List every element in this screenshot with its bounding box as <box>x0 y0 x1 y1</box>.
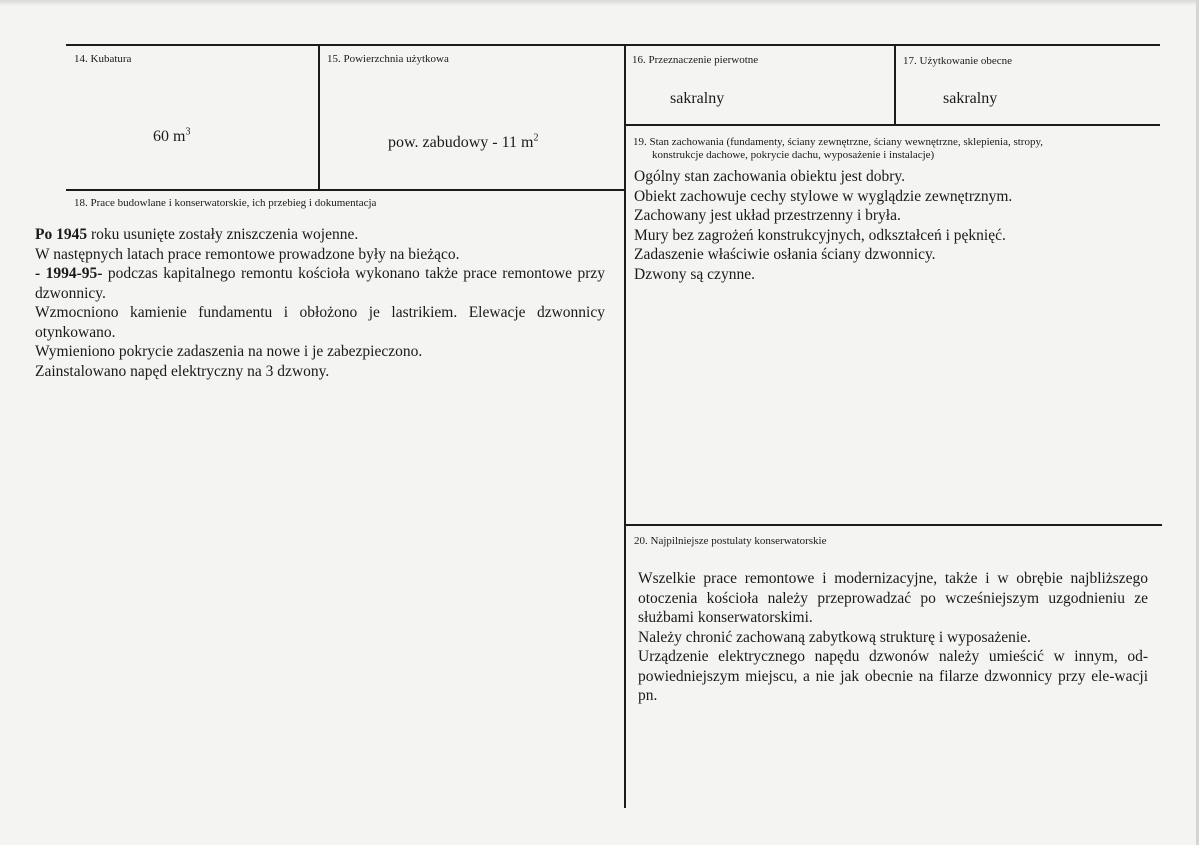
works-line-3-date: - 1994-95- <box>35 265 103 282</box>
section-14-label: 14. Kubatura <box>74 53 132 65</box>
rule-above-20 <box>624 524 1162 526</box>
section-20-label: 20. Najpilniejsze postulaty konserwatorskie <box>634 535 827 547</box>
section-20-body <box>638 569 1148 706</box>
condition-line: Zachowany jest układ przestrzenny i bryła. <box>634 207 901 224</box>
section-15-value <box>388 134 538 152</box>
section-17-value: sakralny <box>943 90 998 107</box>
works-line-3 <box>35 264 605 303</box>
condition-line: Zadaszenie właściwie osłania ściany dzwonnicy. <box>634 246 936 263</box>
center-divider <box>624 44 626 808</box>
section-17-label: 17. Użytkowanie obecne <box>903 55 1013 67</box>
section-16-label: 16. Przeznaczenie pierwotne <box>632 54 759 66</box>
condition-line: Obiekt zachowuje cechy stylowe w wyglądzie zewnętrznym. <box>634 187 1013 205</box>
works-line-4: Wzmocniono kamienie fundamentu i obłożono je lastrikiem. Elewacje dzwonnicy otynkowano. <box>35 304 605 341</box>
works-line-3-text: podczas kapitalnego remontu kościoła wykonano także prace remontowe przy dzwonnicy. <box>35 265 605 302</box>
section-16-value: sakralny <box>670 90 725 107</box>
divider-14-15 <box>318 44 320 190</box>
area-value: pow. zabudowy - 11 m <box>388 134 534 151</box>
section-18-label: 18. Prace budowlane i konserwatorskie, ich przebieg i dokumentacja <box>74 197 377 209</box>
section-19-label-line-1: 19. Stan zachowania (fundamenty, ściany zewnętrzne, ściany wewnętrzne, sklepienia, stropy, <box>633 136 1044 148</box>
works-line-1-date: Po 1945 <box>35 226 88 243</box>
scan-top-edge <box>0 0 1199 6</box>
works-line-1-text: roku usunięte zostały zniszczenia wojenne. <box>87 226 359 243</box>
works-line-1 <box>35 225 605 245</box>
top-rule <box>66 44 1160 46</box>
section-15-label: 15. Powierzchnia użytkowa <box>327 53 449 65</box>
condition-line: Ogólny stan zachowania obiektu jest dobry. <box>634 168 906 185</box>
area-unit-exponent: 2 <box>533 132 539 144</box>
condition-line: Mury bez zagrożeń konstrukcyjnych, odkształceń i pęknięć. <box>634 226 1006 244</box>
works-line-5: Wymieniono pokrycie zadaszenia na nowe i je zabezpieczono. <box>35 343 423 360</box>
works-line-2: W następnych latach prace remontowe prowadzone były na bieżąco. <box>35 245 460 263</box>
rule-above-18 <box>66 189 624 191</box>
section-14-value <box>153 128 190 146</box>
postulate-2: Należy chronić zachowaną zabytkową strukturę i wyposażenie. <box>638 628 1031 646</box>
volume-value: 60 m <box>153 128 186 145</box>
divider-16-17 <box>894 44 896 125</box>
section-19-body <box>634 167 1154 284</box>
section-18-body <box>35 225 605 381</box>
postulate-3: Urządzenie elektrycznego napędu dzwonów należy umieścić w innym, od-powiedniejszym miejscu, a nie jak obecnie na filarze dzwonnicy przy ele-wacji pn. <box>638 648 1148 704</box>
rule-above-19 <box>624 124 1160 126</box>
postulate-1: Wszelkie prace remontowe i modernizacyjne, także i w obrębie najbliższego otoczenia kościoła należy przeprowadzać po wcześniejszym uzgodnieniu ze służbami konserwatorskimi. <box>638 570 1148 626</box>
section-19-label-line-2: konstrukcje dachowe, pokrycie dachu, wyposażenie i instalacje) <box>652 149 935 161</box>
condition-line: Dzwony są czynne. <box>634 265 755 283</box>
volume-unit-exponent: 3 <box>185 126 191 138</box>
works-line-6: Zainstalowano napęd elektryczny na 3 dzwony. <box>35 362 330 380</box>
